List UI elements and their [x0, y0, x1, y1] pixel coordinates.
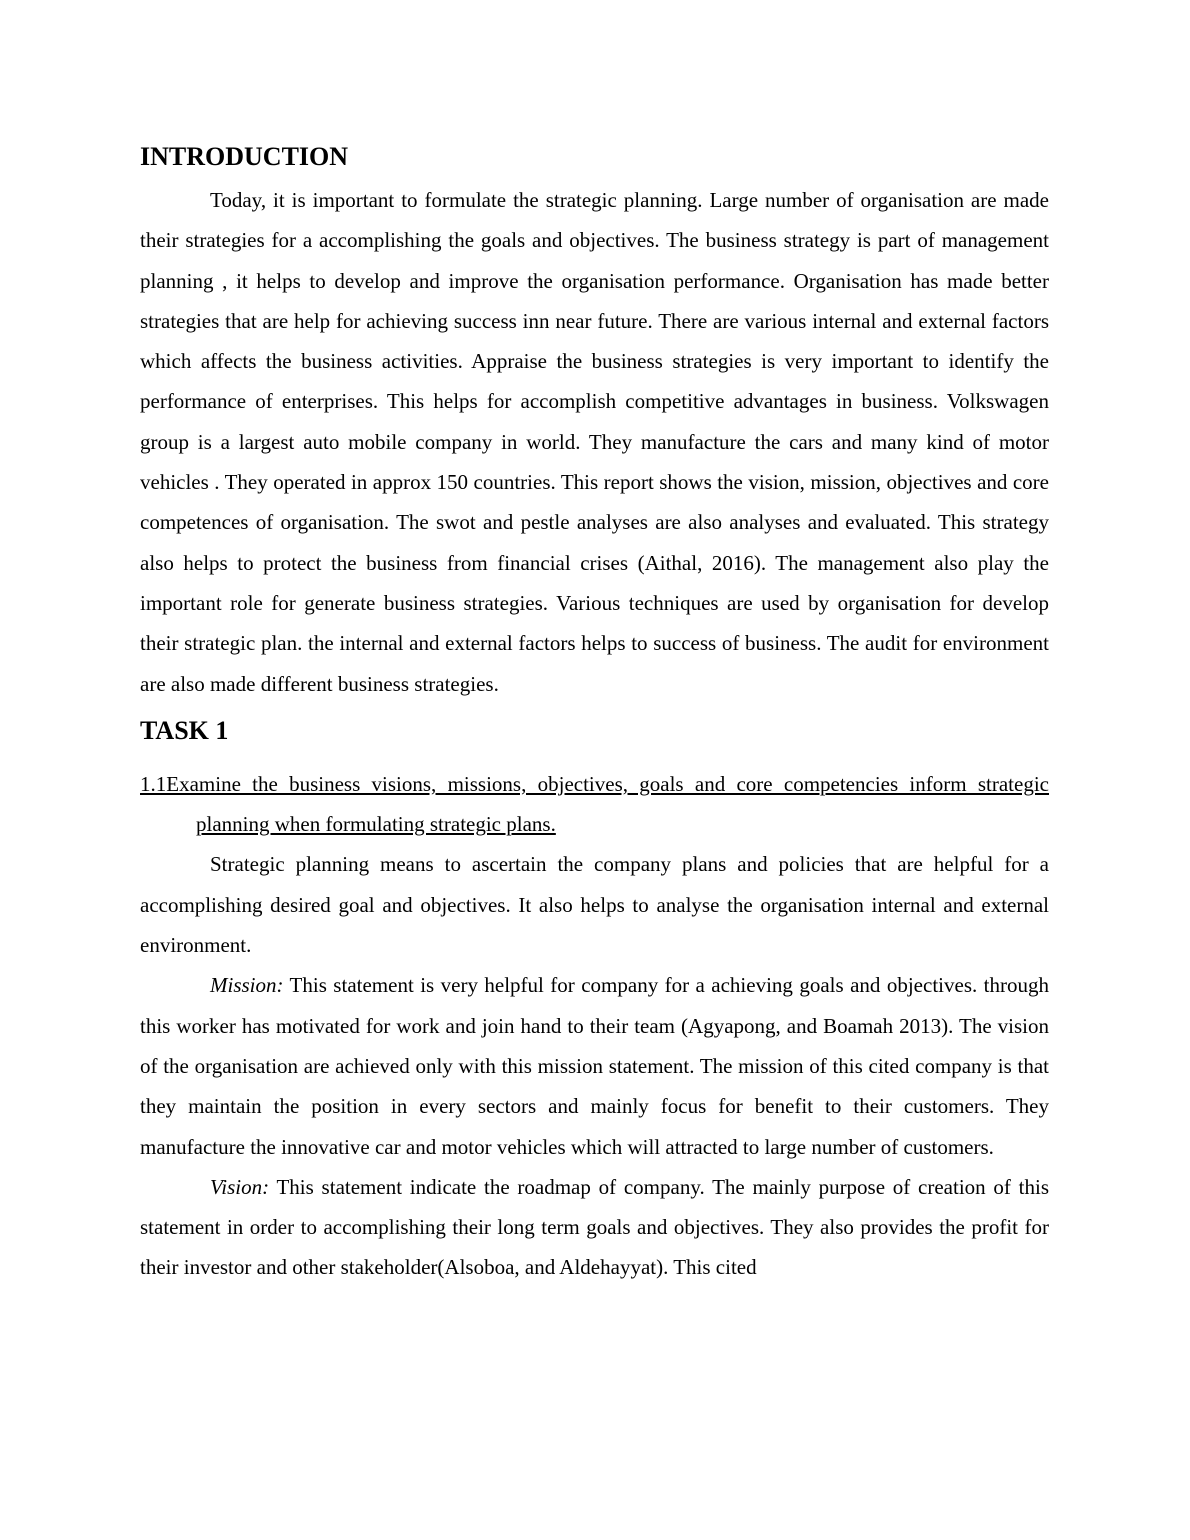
- mission-paragraph: [140, 965, 1049, 1166]
- vision-text: This statement indicate the roadmap of company. The mainly purpose of creation of this statement in order to accomplishing their long term goals and objectives. They also provides the profit for their investor and other stakeholder(Alsoboa, and Aldehayyat). This cited: [140, 1174, 1049, 1280]
- vision-paragraph: [140, 1167, 1049, 1288]
- strategic-planning-paragraph: Strategic planning means to ascertain the company plans and policies that are helpful for a accomplishing desired goal and objectives. It also helps to analyse the organisation internal and external environment.: [140, 852, 1049, 958]
- task1-heading: TASK 1: [140, 715, 229, 745]
- mission-text: This statement is very helpful for company for a achieving goals and objectives. through this worker has motivated for work and join hand to their team (Agyapong, and Boamah 2013). The vision of the organisation are achieved only with this mission statement. The mission of this cited company is that they maintain the position in every sectors and mainly focus for benefit to their customers. They manufacture the innovative car and motor vehicles which will attracted to large number of customers.: [140, 973, 1049, 1159]
- document-page: [140, 138, 1049, 1288]
- task1-subheading: 1.1Examine the business visions, missions, objectives, goals and core competencies inform strategic planning when formulating strategic plans.: [140, 771, 1049, 837]
- mission-label: Mission:: [210, 973, 284, 998]
- introduction-paragraph: Today, it is important to formulate the strategic planning. Large number of organisation are made their strategies for a accomplishing the goals and objectives. The business strategy is part of management planning , it helps to develop and improve the organisation performance. Organisation has made better strategies that are help for achieving success inn near future. There are various internal and external factors which affects the business activities. Appraise the business strategies is very important to identify the performance of enterprises. This helps for accomplish competitive advantages in business. Volkswagen group is a largest auto mobile company in world. They manufacture the cars and many kind of motor vehicles . They operated in approx 150 countries. This report shows the vision, mission, objectives and core competences of organisation. The swot and pestle analyses are also analyses and evaluated. This strategy also helps to protect the business from financial crises (Aithal, 2016). The management also play the important role for generate business strategies. Various techniques are used by organisation for develop their strategic plan. the internal and external factors helps to success of business. The audit for environment are also made different business strategies.: [140, 188, 1049, 696]
- introduction-heading: INTRODUCTION: [140, 142, 349, 171]
- vision-label: Vision:: [210, 1174, 270, 1199]
